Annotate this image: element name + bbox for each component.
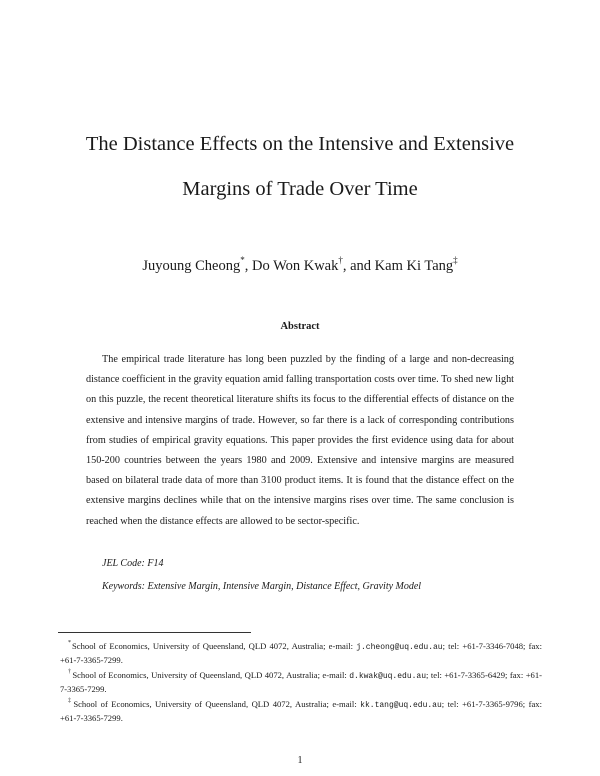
- footnote: [60, 638, 542, 667]
- author-name: Juyoung Cheong: [142, 257, 241, 274]
- footnote-contact: ; tel: +61-7-3365-6429; fax: +61-7-3365-7299.: [60, 669, 542, 694]
- author-footnote-mark: ‡: [453, 255, 458, 265]
- author-list: [60, 256, 540, 275]
- footnote-text: School of Economics, University of Queensland, QLD 4072, Australia; e-mail:: [72, 640, 357, 651]
- author-separator: , and: [342, 257, 375, 274]
- title-line-1: The Distance Effects on the Intensive and Extensive: [85, 133, 515, 155]
- author-separator: ,: [244, 257, 252, 274]
- keywords: Keywords: Extensive Margin, Intensive Margin, Distance Effect, Gravity Model: [102, 581, 422, 592]
- author-footnote-mark: *: [240, 255, 245, 265]
- footnote-text: School of Economics, University of Queensland, QLD 4072, Australia; e-mail:: [72, 669, 350, 680]
- title-line-2: Margins of Trade Over Time: [182, 178, 418, 200]
- footnote: [60, 696, 542, 725]
- footnote: [60, 667, 542, 696]
- abstract-heading: Abstract: [280, 321, 320, 332]
- author-name: Kam Ki Tang: [374, 257, 454, 274]
- footnote-mark: ‡: [68, 697, 73, 704]
- abstract-text: The empirical trade literature has long been puzzled by the finding of a large and non-decreasing distance coefficient in the gravity equation amid falling transportation costs over time. To shed new light on this puzzle, the recent theoretical literature shifts its focus to the differential effects of distance on the extensive and intensive margins of trade. However, so far there is a lack of corresponding contributions from studies of empirical gravity equations. This paper provides the first evidence using data for about 150-200 countries between the years 1980 and 2009. Extensive and intensive margins are measured based on bilateral trade data of more than 3100 product items. It is found that the distance effect on the extensive margins declines while that on the intensive margins rises over time. The same conclusion is reached when the distance effects are allowed to be sector-specific.: [86, 354, 514, 527]
- footnote-email: j.cheong@uq.edu.au: [356, 642, 443, 652]
- footnote-contact: ; tel: +61-7-3365-9796; fax: +61-7-3365-7299.: [60, 698, 542, 723]
- page-number: 1: [297, 755, 303, 766]
- footnote-text: School of Economics, University of Queensland, QLD 4072, Australia; e-mail:: [73, 698, 361, 709]
- footnote-email: kk.tang@uq.edu.au: [360, 700, 442, 710]
- footnote-contact: ; tel: +61-7-3346-7048; fax: +61-7-3365-7299.: [60, 640, 542, 665]
- footnote-mark: *: [68, 640, 71, 646]
- footnotes: [60, 638, 542, 725]
- footnote-email: d.kwak@uq.edu.au: [349, 671, 427, 681]
- author-name: Do Won Kwak: [251, 257, 339, 274]
- author-footnote-mark: †: [338, 255, 343, 265]
- footnote-divider: [58, 632, 251, 633]
- footnote-mark: †: [68, 668, 72, 675]
- paper-title: [60, 122, 540, 212]
- jel-code: JEL Code: F14: [102, 558, 164, 569]
